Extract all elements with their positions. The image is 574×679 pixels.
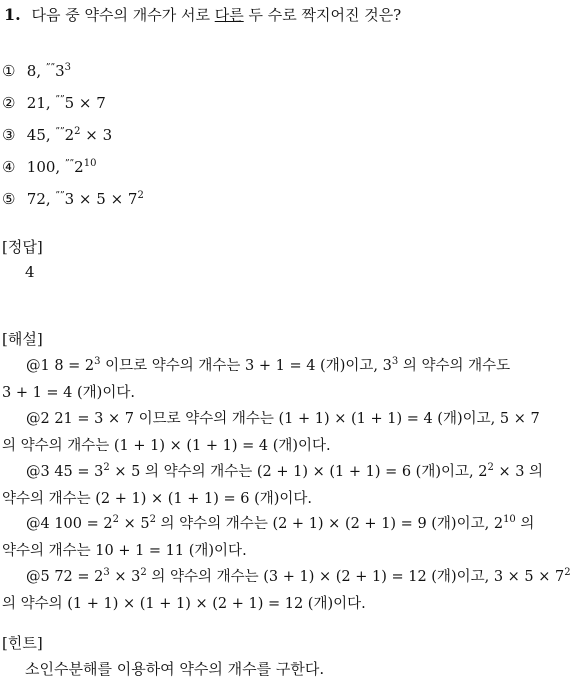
option-b-base: 5 × 7: [64, 94, 106, 112]
text-sup: 3: [94, 356, 101, 367]
option-b-base: 2: [64, 126, 75, 144]
option-b-rest: × 3: [80, 126, 113, 144]
option-marker: ②: [2, 94, 16, 112]
explanation-line-1: [26, 354, 510, 375]
text-part: 의 약수의 개수는 (2 + 1) × (2 + 1) = 9 (개)이고, 2: [155, 516, 504, 532]
text-part: @2 21 = 3 × 7 이므로 약수의 개수는 (1 + 1) × (1 + 1) = 4 (개)이고, 5 × 7: [26, 411, 540, 427]
option-marker: ④: [2, 158, 16, 176]
explanation-line-2: [2, 381, 135, 402]
text-part: @3 45 = 3: [26, 464, 104, 480]
option-sep: ””: [64, 159, 75, 169]
option-b-base: 2: [74, 158, 84, 176]
text-part: × 3: [109, 569, 141, 585]
option-sep: ””: [55, 127, 65, 137]
option-marker: ③: [2, 126, 16, 144]
answer-label: [정답]: [2, 238, 43, 256]
option-3: [2, 126, 112, 144]
text-part: 의 약수의 개수는 (1 + 1) × (1 + 1) = 4 (개)이다.: [2, 438, 331, 454]
explanation-line-8: [2, 539, 247, 560]
text-part: 3 + 1 = 4 (개)이다.: [2, 385, 135, 401]
explanation-line-10: [2, 592, 366, 613]
text-part: 약수의 개수는 10 + 1 = 11 (개)이다.: [2, 543, 247, 559]
option-b-sup: 3: [64, 62, 71, 73]
option-marker: ①: [2, 62, 16, 80]
option-marker: ⑤: [2, 190, 16, 208]
text-part: 의 약수의 개수도: [398, 358, 511, 374]
explanation-line-4: [2, 434, 331, 455]
question-text-after: 두 수로 짝지어진 것은?: [243, 6, 402, 24]
explanation-line-7: [26, 512, 534, 533]
text-part: 의 약수의 (1 + 1) × (1 + 1) × (2 + 1) = 12 (개)이다.: [2, 596, 366, 612]
text-sup: 2: [149, 514, 156, 525]
option-2: [2, 94, 106, 112]
text-sup: 2: [112, 514, 119, 525]
text-sup: 2: [564, 567, 571, 578]
option-a: 45,: [26, 126, 56, 144]
text-part: 의: [515, 516, 535, 532]
question-text-underlined: 다른: [214, 6, 244, 24]
option-a: 72,: [26, 190, 56, 208]
option-a: 100,: [26, 158, 65, 176]
option-a: 8,: [26, 62, 46, 80]
option-4: [2, 158, 96, 176]
explanation-line-5: [26, 460, 543, 481]
text-sup: 2: [140, 567, 147, 578]
option-sep: ””: [55, 191, 65, 201]
option-sep: ””: [45, 63, 56, 73]
option-b-base: 3: [55, 62, 65, 80]
text-part: 이므로 약수의 개수는 3 + 1 = 4 (개)이고, 3: [100, 358, 392, 374]
hint-text: 소인수분해를 이용하여 약수의 개수를 구한다.: [25, 660, 325, 678]
explanation-line-9: [26, 565, 571, 586]
hint-label: [힌트]: [2, 634, 43, 652]
text-sup: 2: [487, 462, 494, 473]
answer-value: 4: [25, 263, 35, 281]
option-b-sup: 10: [83, 158, 97, 169]
text-part: × 5 의 약수의 개수는 (2 + 1) × (1 + 1) = 6 (개)이고, 2: [109, 464, 488, 480]
text-part: 의 약수의 개수는 (3 + 1) × (2 + 1) = 12 (개)이고, 3 × 5 × 7: [146, 569, 565, 585]
option-b-sup: 2: [137, 190, 144, 201]
text-sup: 3: [103, 567, 110, 578]
question: [4, 4, 401, 25]
text-part: @1 8 = 2: [26, 358, 95, 374]
text-part: @5 72 = 2: [26, 569, 104, 585]
text-part: × 3 의: [493, 464, 544, 480]
text-part: @4 100 = 2: [26, 516, 113, 532]
text-sup: 3: [391, 356, 399, 367]
text-part: × 5: [118, 516, 150, 532]
option-b-sup: 2: [74, 126, 81, 137]
option-a: 21,: [26, 94, 56, 112]
question-number: 1.: [4, 5, 21, 24]
explanation-line-6: [2, 487, 312, 508]
option-5: [2, 190, 144, 208]
text-sup: 2: [103, 462, 110, 473]
option-b-base: 3 × 5 × 7: [64, 190, 138, 208]
option-1: [2, 62, 71, 80]
explanation-label: [해설]: [2, 330, 43, 348]
explanation-line-3: [26, 407, 540, 428]
text-part: 약수의 개수는 (2 + 1) × (1 + 1) = 6 (개)이다.: [2, 491, 313, 507]
question-text-before: 다음 중 약수의 개수가 서로: [31, 6, 215, 24]
text-sup: 10: [503, 514, 516, 525]
option-sep: ””: [55, 95, 65, 105]
